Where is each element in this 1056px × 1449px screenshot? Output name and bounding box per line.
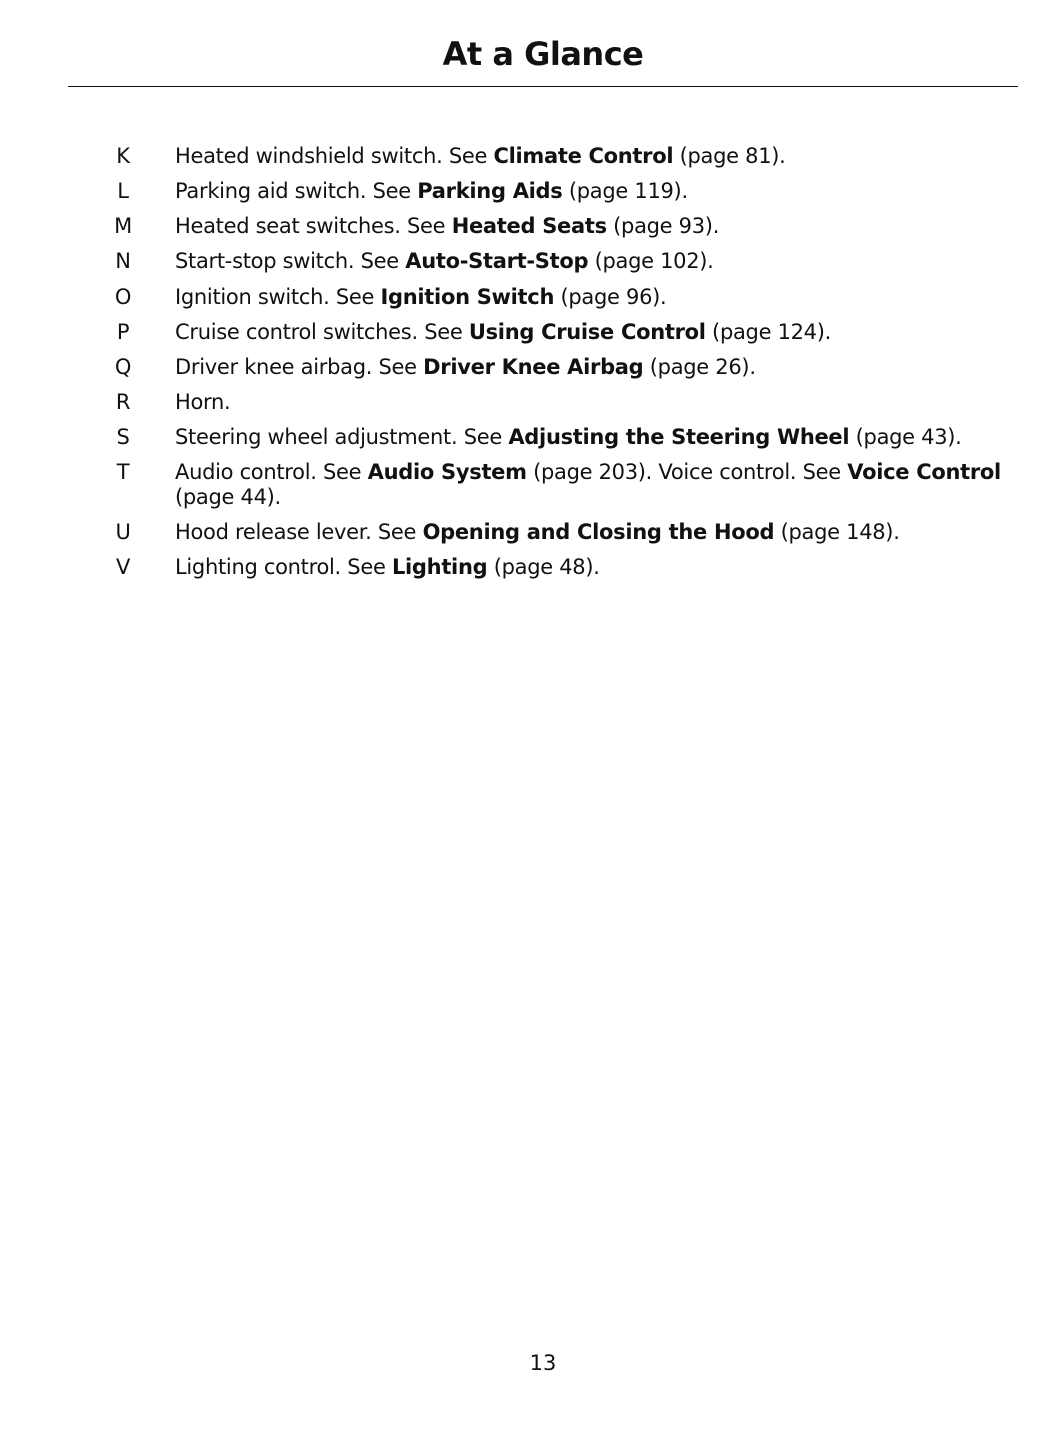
legend-desc: Heated seat switches. See <box>175 214 452 238</box>
legend-text <box>175 249 1025 274</box>
legend-key: U <box>115 520 131 544</box>
legend-text <box>175 179 1025 204</box>
page-reference: (page 93). <box>606 214 720 238</box>
legend-desc: Ignition switch. See <box>175 285 381 309</box>
page-reference: (page 44). <box>175 485 281 509</box>
legend-desc: Horn. <box>175 390 231 414</box>
page-reference: (page 96). <box>554 285 667 309</box>
legend-desc: Steering wheel adjustment. See <box>175 425 509 449</box>
legend-key: N <box>115 249 131 273</box>
legend-text <box>175 555 1025 580</box>
cross-reference-link[interactable]: Heated Seats <box>451 214 607 238</box>
cross-reference-link[interactable]: Auto-Start-Stop <box>405 249 589 273</box>
cross-reference-link[interactable]: Using Cruise Control <box>468 320 706 344</box>
page-reference: (page 48). <box>487 555 600 579</box>
legend-key: Q <box>114 355 132 379</box>
legend-desc: Parking aid switch. See <box>175 179 418 203</box>
page-reference: (page 119). <box>562 179 688 203</box>
legend-text <box>175 144 1025 169</box>
legend-text <box>175 520 1025 545</box>
legend-key: T <box>116 460 130 484</box>
legend-desc: Heated windshield switch. See <box>175 144 494 168</box>
page-reference: (page 26). <box>643 355 756 379</box>
legend-desc: Start-stop switch. See <box>175 249 406 273</box>
page-reference: (page 43). <box>849 425 962 449</box>
legend-text <box>175 390 1025 415</box>
legend-key: M <box>114 214 132 238</box>
legend-text <box>175 320 1025 345</box>
legend-desc: Audio control. See <box>175 460 368 484</box>
legend-key: R <box>115 390 131 414</box>
page-reference: (page 203). Voice control. See <box>526 460 848 484</box>
cross-reference-link[interactable]: Driver Knee Airbag <box>423 355 644 379</box>
legend-key: P <box>116 320 130 344</box>
legend-key: V <box>115 555 131 579</box>
page-title: At a Glance <box>442 35 644 73</box>
legend-text <box>175 214 1025 239</box>
legend-text <box>175 460 1025 510</box>
legend-text <box>175 355 1025 380</box>
cross-reference-link[interactable]: Audio System <box>367 460 527 484</box>
title-divider <box>68 86 1018 87</box>
page-number: 13 <box>529 1351 557 1375</box>
legend-key: L <box>117 179 129 203</box>
cross-reference-link[interactable]: Parking Aids <box>417 179 563 203</box>
legend-desc: Hood release lever. See <box>175 520 423 544</box>
legend-desc: Cruise control switches. See <box>175 320 469 344</box>
legend-text <box>175 285 1025 310</box>
page-reference: (page 81). <box>673 144 786 168</box>
legend-key: S <box>116 425 130 449</box>
cross-reference-link[interactable]: Ignition Switch <box>380 285 555 309</box>
cross-reference-link[interactable]: Adjusting the Steering Wheel <box>508 425 850 449</box>
page-reference: (page 148). <box>774 520 900 544</box>
legend-key: O <box>114 285 132 309</box>
legend-key: K <box>116 144 130 168</box>
page-reference: (page 124). <box>705 320 832 344</box>
page-reference: (page 102). <box>588 249 714 273</box>
cross-reference-link[interactable]: Climate Control <box>493 144 674 168</box>
legend-desc: Lighting control. See <box>175 555 392 579</box>
legend-text <box>175 425 1025 450</box>
cross-reference-link[interactable]: Opening and Closing the Hood <box>422 520 775 544</box>
legend-desc: Driver knee airbag. See <box>175 355 424 379</box>
cross-reference-link[interactable]: Lighting <box>391 555 488 579</box>
cross-reference-link[interactable]: Voice Control <box>847 460 1001 484</box>
